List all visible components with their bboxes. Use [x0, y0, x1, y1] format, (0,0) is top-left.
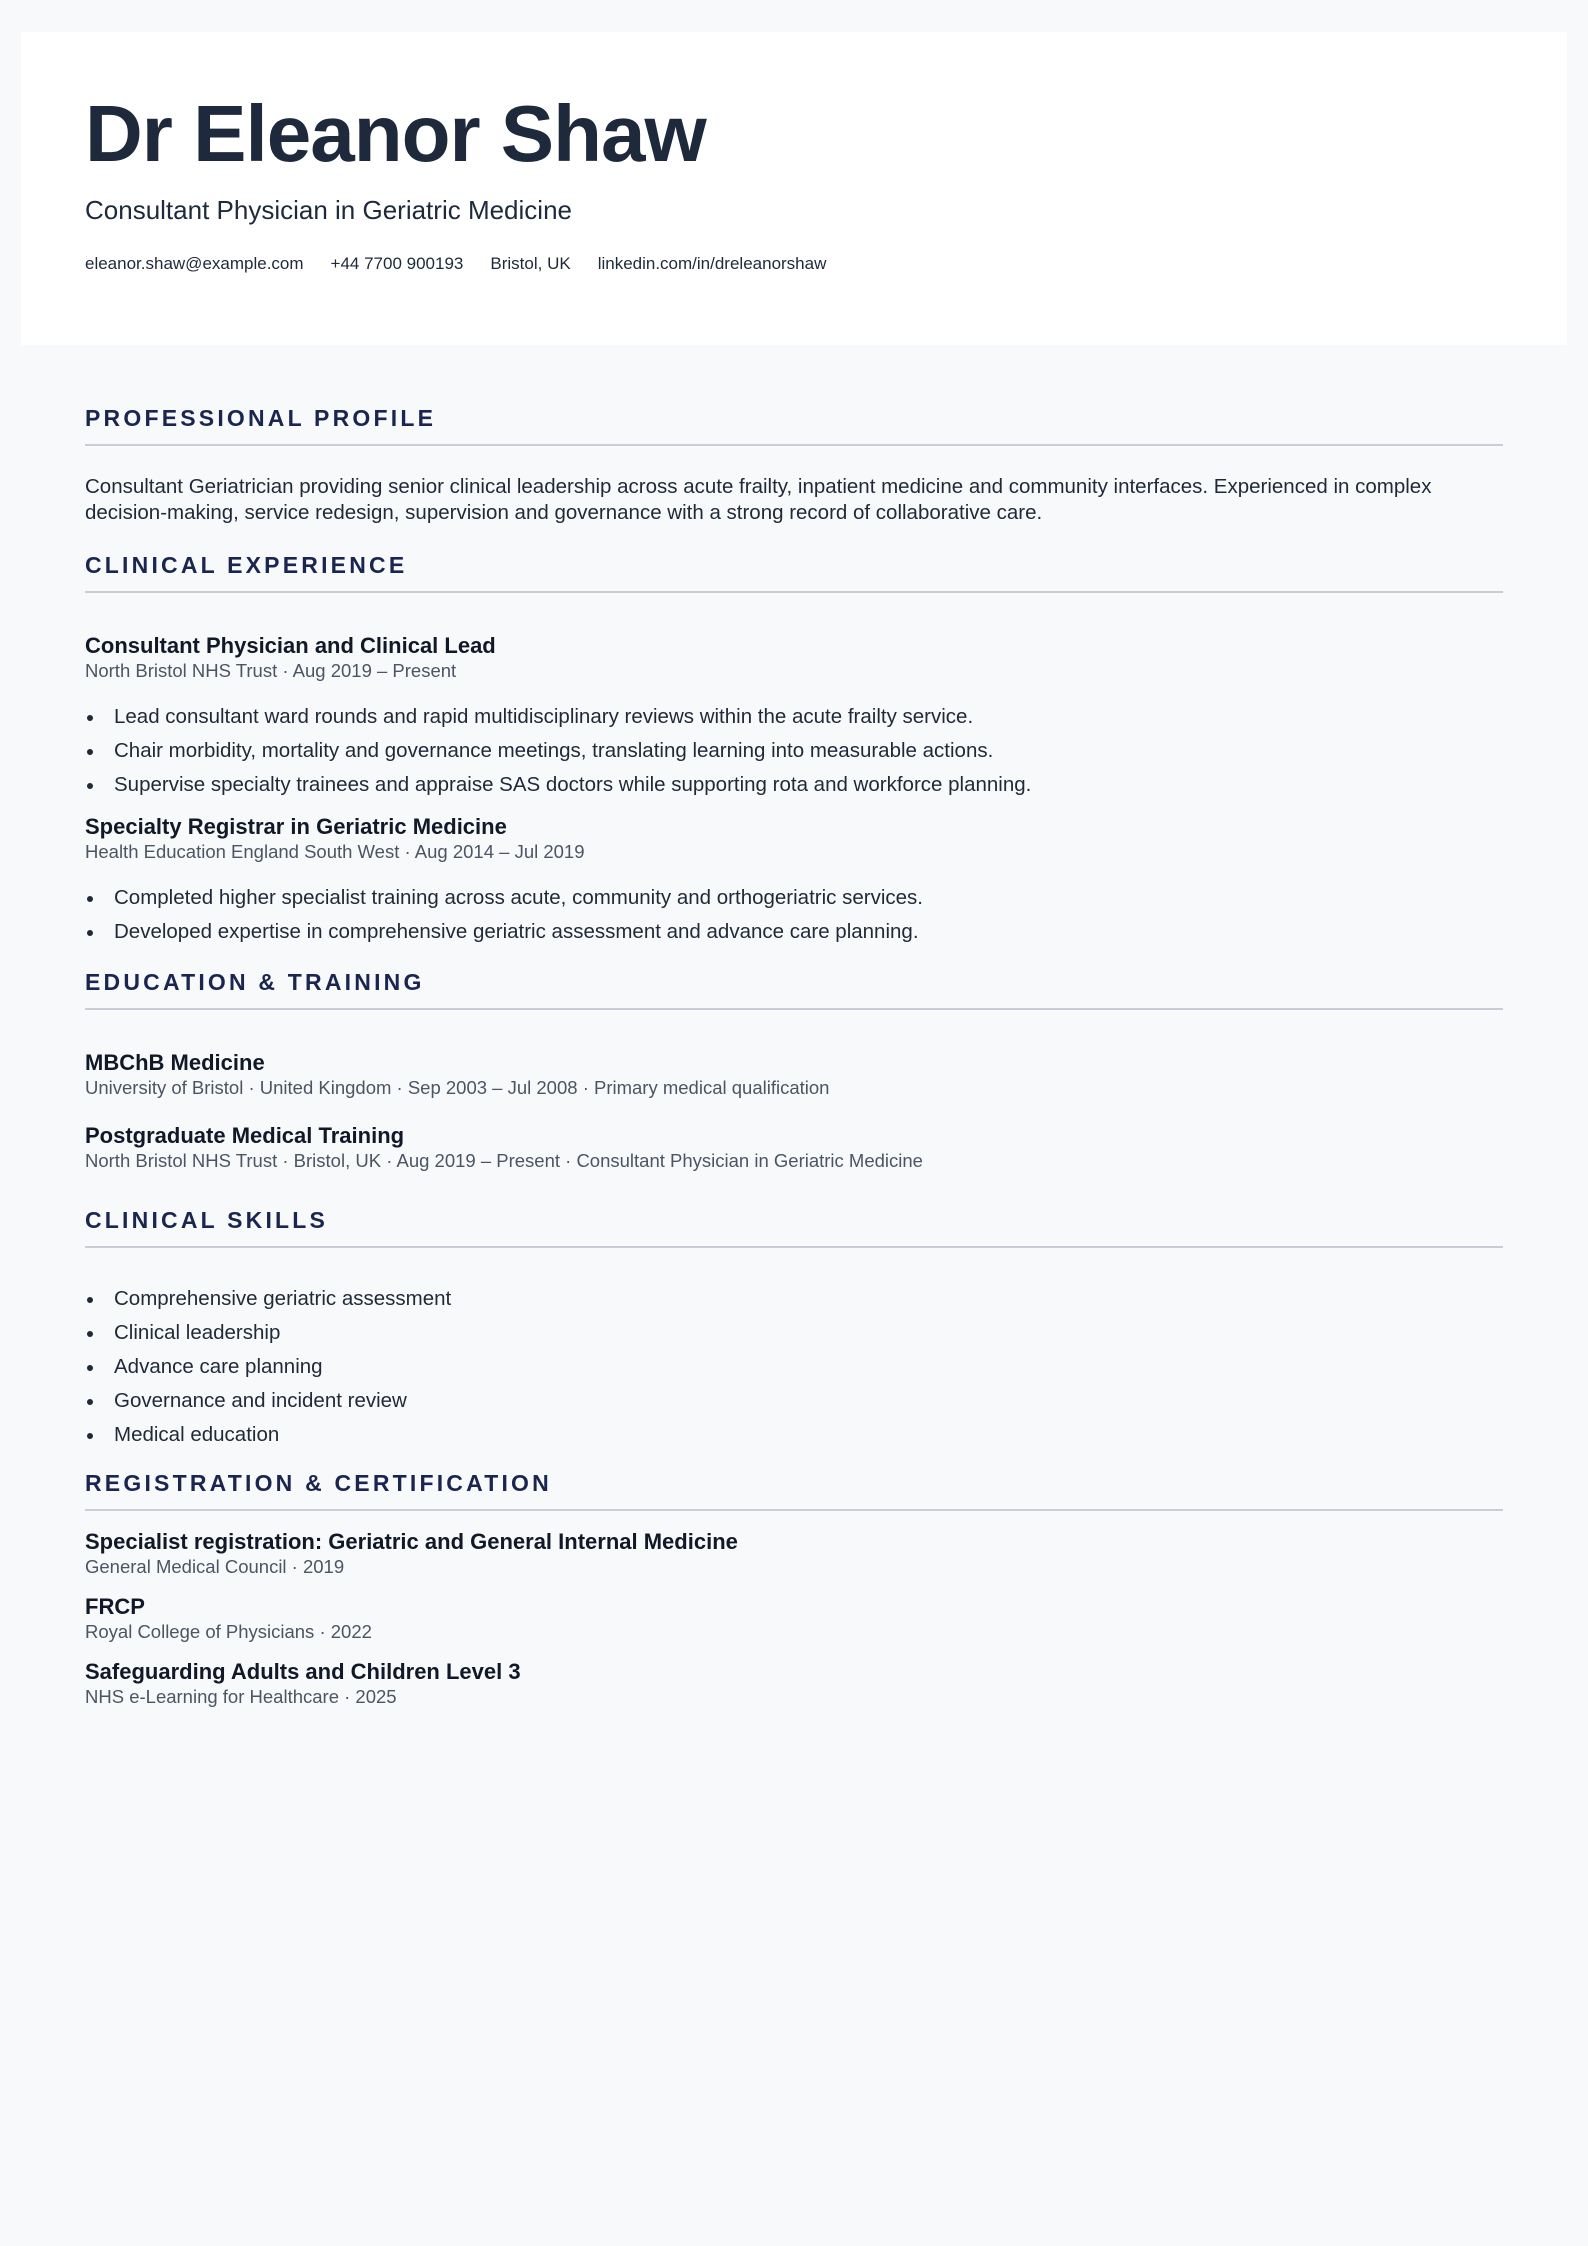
job-bullet: Developed expertise in comprehensive geriatric assessment and advance care planning.	[85, 915, 1503, 949]
skill-item: Advance care planning	[85, 1350, 1503, 1384]
skill-item: Governance and incident review	[85, 1384, 1503, 1418]
experience-entry	[85, 633, 1503, 802]
candidate-name: Dr Eleanor Shaw	[85, 89, 706, 178]
skills-section	[85, 1205, 1503, 1452]
education-title: Postgraduate Medical Training	[85, 1123, 405, 1148]
job-bullet: Supervise specialty trainees and appraise SAS doctors while supporting rota and workforce planning.	[85, 768, 1503, 802]
education-title: MBChB Medicine	[85, 1050, 265, 1075]
registration-entry	[85, 1659, 1503, 1709]
registration-title: Safeguarding Adults and Children Level 3	[85, 1659, 521, 1684]
job-meta: Health Education England South West · Aug 2014 – Jul 2019	[85, 841, 585, 862]
skill-item: Clinical leadership	[85, 1316, 1503, 1350]
section-title-experience: CLINICAL EXPERIENCE	[85, 552, 408, 578]
profile-text: Consultant Geriatrician providing senior clinical leadership across acute frailty, inpatient medicine and community interfaces. Experienced in complex decision-making, service redesign, supervision and governance with a strong record of collaborative care.	[85, 475, 1432, 524]
job-title: Consultant Physician and Clinical Lead	[85, 633, 496, 658]
education-entry	[85, 1050, 1503, 1100]
registration-meta: NHS e-Learning for Healthcare · 2025	[85, 1686, 397, 1707]
registration-entry	[85, 1529, 1503, 1579]
contact-line	[85, 254, 826, 274]
section-title-registration: REGISTRATION & CERTIFICATION	[85, 1470, 552, 1496]
contact-location: Bristol, UK	[490, 254, 571, 273]
profile-section	[85, 403, 1503, 526]
contact-linkedin[interactable]: linkedin.com/in/dreleanorshaw	[597, 254, 827, 273]
education-entry	[85, 1123, 1503, 1173]
job-bullets	[85, 881, 1503, 949]
skill-item: Comprehensive geriatric assessment	[85, 1282, 1503, 1316]
registration-title: FRCP	[85, 1594, 145, 1619]
candidate-role: Consultant Physician in Geriatric Medicine	[85, 195, 572, 225]
section-divider	[85, 1246, 1503, 1248]
experience-section	[85, 550, 1503, 949]
skill-item: Medical education	[85, 1418, 1503, 1452]
registration-section	[85, 1468, 1503, 1709]
registration-meta: General Medical Council · 2019	[85, 1556, 345, 1577]
education-meta: North Bristol NHS Trust · Bristol, UK · Aug 2019 – Present · Consultant Physician in Geriatric Medicine	[85, 1150, 923, 1171]
section-title-skills: CLINICAL SKILLS	[85, 1207, 329, 1233]
job-bullet: Chair morbidity, mortality and governance meetings, translating learning into measurable actions.	[85, 734, 1503, 768]
education-section	[85, 967, 1503, 1173]
section-divider	[85, 591, 1503, 593]
job-meta: North Bristol NHS Trust · Aug 2019 – Present	[85, 660, 457, 681]
section-divider	[85, 444, 1503, 446]
registration-entry	[85, 1594, 1503, 1644]
section-divider	[85, 1008, 1503, 1010]
resume-content	[85, 403, 1503, 1709]
section-title-profile: PROFESSIONAL PROFILE	[85, 405, 437, 431]
skills-list	[85, 1282, 1503, 1452]
contact-phone[interactable]: +44 7700 900193	[330, 254, 464, 273]
job-bullets	[85, 700, 1503, 802]
education-meta: University of Bristol · United Kingdom · Sep 2003 – Jul 2008 · Primary medical qualification	[85, 1077, 830, 1098]
header-card	[21, 32, 1567, 345]
registration-title: Specialist registration: Geriatric and General Internal Medicine	[85, 1529, 738, 1554]
job-bullet: Lead consultant ward rounds and rapid multidisciplinary reviews within the acute frailty service.	[85, 700, 1503, 734]
contact-email[interactable]: eleanor.shaw@example.com	[85, 254, 304, 273]
section-divider	[85, 1509, 1503, 1511]
experience-entry	[85, 814, 1503, 949]
section-title-education: EDUCATION & TRAINING	[85, 969, 425, 995]
job-bullet: Completed higher specialist training across acute, community and orthogeriatric services.	[85, 881, 1503, 915]
registration-meta: Royal College of Physicians · 2022	[85, 1621, 372, 1642]
job-title: Specialty Registrar in Geriatric Medicine	[85, 814, 507, 839]
